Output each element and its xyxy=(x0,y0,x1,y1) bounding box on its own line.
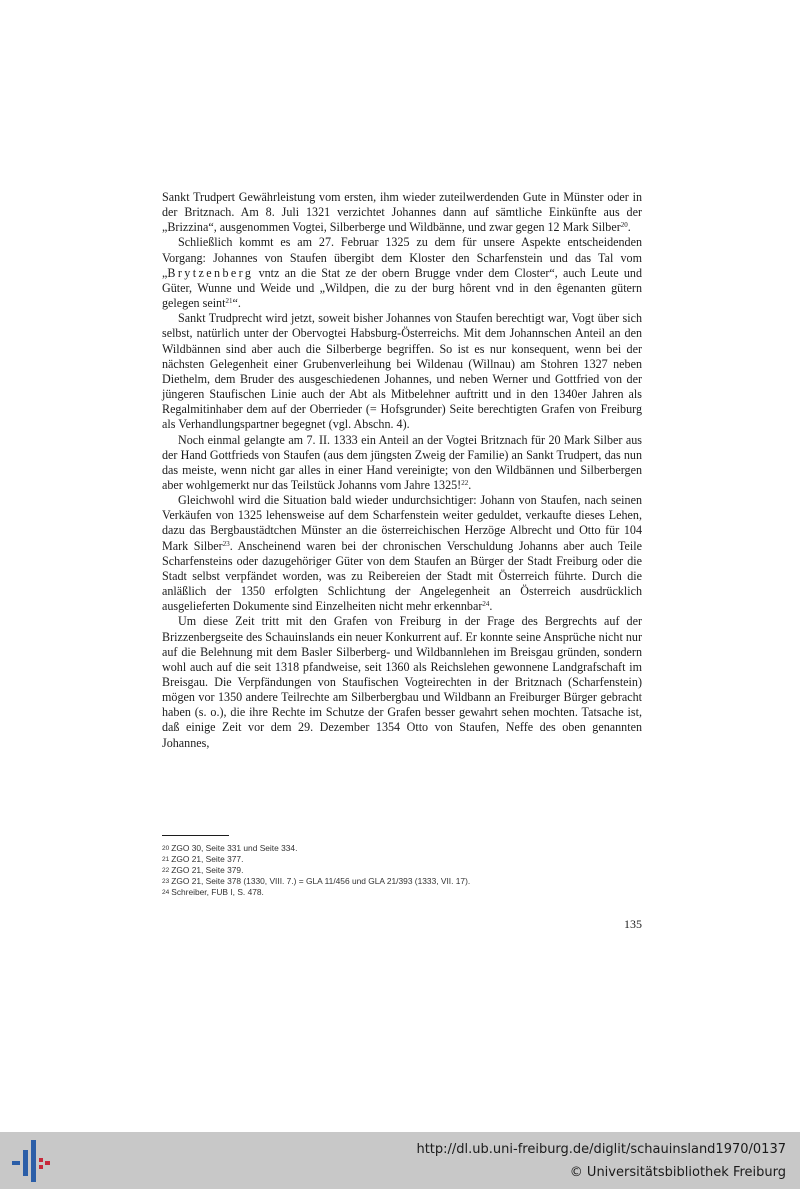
copyright-notice: © Universitätsbibliothek Freiburg xyxy=(569,1165,786,1180)
footnote-ref-24[interactable]: 24 xyxy=(482,600,490,609)
footnote-22: 22 ZGO 21, Seite 379. xyxy=(162,865,244,876)
footnote-21: 21 ZGO 21, Seite 377. xyxy=(162,854,244,865)
paragraph-6: Um diese Zeit tritt mit den Grafen von Freiburg in der Frage des Bergrechts auf der Brizzenbergseite des Schauinslands ein neuer Konkurrent auf. Er konnte seine Ansprüche nicht nur auf die Belehnung mit dem Basler Silberberg- und Wildbannlehen im Breisgau gründen, sondern wohl auch auf die seit 1318 pfandweise, seit 1360 als Reichslehen gewonnene Landgrafschaft im Breisgau. Die Verpfändungen von Staufischen Vogteirechten in der Britznach (Scharfenstein) mögen vor 1350 andere Teilrechte am Silberbergbau und Wildbann an Freiburger Bürger gebracht haben (s. o.), die ihre Rechte im Schutze der Grafen besser gewahrt sehen mochten. Tatsache ist, daß einige Zeit vor dem 29. Dezember 1354 Otto von Staufen, Neffe des oben genannten Johannes, xyxy=(162,614,642,750)
paragraph-4: Noch einmal gelangte am 7. II. 1333 ein Anteil an der Vogtei Britznach für 20 Mark Silber aus der Hand Gottfrieds von Staufen (aus dem jüngsten Zweig der Familie) an Sankt Trudpert, das nun das meiste, wenn nicht gar alles in einer Hand vereinigte; von den Wildbännen und Silberbergen aber wohlgemerkt nur das Teilstück Johanns vom Jahre 1325!$^{22}$. xyxy=(162,432,642,492)
footnote-ref-21[interactable]: 21 xyxy=(225,297,233,306)
footnotes xyxy=(162,843,642,898)
footnote-divider xyxy=(162,835,229,836)
permalink-url[interactable]: http://dl.ub.uni-freiburg.de/diglit/schauinsland1970/0137 xyxy=(416,1142,786,1157)
footnote-24: 24 Schreiber, FUB I, S. 478. xyxy=(162,887,264,898)
footer-bar xyxy=(0,1132,800,1189)
footnote-ref-20[interactable]: 20 xyxy=(620,221,628,230)
body-text xyxy=(162,190,642,751)
paragraph-2: Schließlich kommt es am 27. Februar 1325 zu dem für unsere Aspekte entscheidenden Vorgang: Johannes von Staufen übergibt dem Kloster den Scharfenstein und das Tal vom „Brytzenberg vntz an die Stat ze der obern Brugge vnder dem Closter“, auch Leute und Güter, Wunne und Weide und „Wildpen, die zu der burg hôrent vnd in den êgenanten gütern gelegen seint$^{21}$“. xyxy=(162,235,642,311)
footnote-23: 23 ZGO 21, Seite 378 (1330, VIII. 7.) = GLA 11/456 und GLA 21/393 (1333, VII. 17). xyxy=(162,876,471,887)
footnote-ref-23[interactable]: 23 xyxy=(222,539,230,548)
paragraph-1: Sankt Trudpert Gewährleistung vom ersten, ihm wieder zuteilwerdenden Gute in Münster oder in der Britznach. Am 8. Juli 1321 verzichtet Johannes dann auf sämtliche Einkünfte aus der „Brizzina“, ausgenommen Vogtei, Silberberge und Wildbänne, und zwar gegen 12 Mark Silber$^{20}$. xyxy=(162,190,642,235)
paragraph-5: Gleichwohl wird die Situation bald wieder undurchsichtiger: Johann von Staufen, nach seinen Verkäufen von 1325 lehensweise auf dem Scharfenstein weiter geduldet, verkaufte dieses Lehen, dazu das Bergbaustädtchen Münster an die österreichischen Herzöge Albrecht und Otto für 104 Mark Silber$^{23}$. Anscheinend waren bei der chronischen Verschuldung Johanns aber auch Teile Scharfensteins oder dazugehöriger Güter von dem Staufen an Bürger der Stadt Freiburg oder die Stadt selbst verpfändet worden, was zu Reibereien der Stadt mit Österreich führte. Durch die anläßlich der 1350 erfolgten Schlichtung der Angelegenheit an Österreich ausdrücklich ausgelieferten Dokumente sind Einzelheiten nicht mehr erkennbar$^{24}$. xyxy=(162,493,643,614)
page-number: 135 xyxy=(624,917,642,931)
paragraph-3: Sankt Trudprecht wird jetzt, soweit bisher Johannes von Staufen berechtigt war, Vogt über sich selbst, natürlich unter der Obervogtei Habsburg-Österreichs. Mit dem Johannschen Anteil an den Wildbännen sind aber auch die Silberberge begriffen. So ist es nur konsequent, wenn bei der nächsten Gelegenheit einer Grubenverleihung bei Wildenau (Willnau) am Stohren 1327 neben Diethelm, dem Bruder des ausgeschiedenen Johannes, und neben Werner und Gottfried von der jüngeren Staufischen Linie auch der Abt als Mitbelehner auftritt und in den 1340er Jahren als Regalmitinhaber dem auf der Oberrieder (= Hofsgrunder) Seite berechtigten Grafen von Freiburg als Verhandlungspartner begegnet (vgl. Abschn. 4). xyxy=(162,311,642,432)
footnote-ref-22[interactable]: 22 xyxy=(461,478,469,487)
footnote-20: 20 ZGO 30, Seite 331 und Seite 334. xyxy=(162,843,298,853)
ub-freiburg-logo-icon[interactable] xyxy=(12,1140,52,1182)
